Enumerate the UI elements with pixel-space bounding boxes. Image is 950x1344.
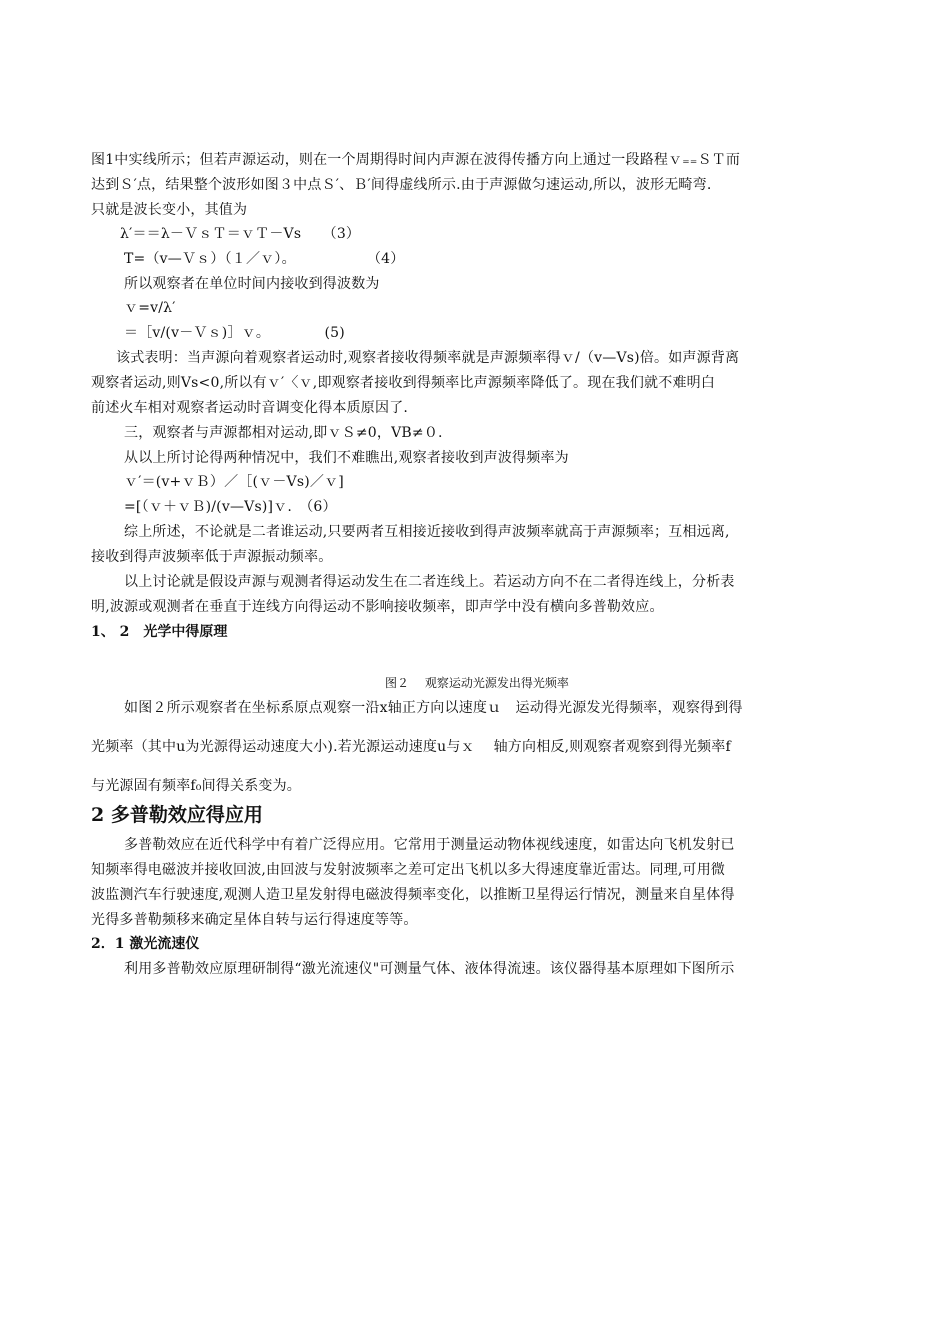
paragraph-line: 所以观察者在单位时间内接收到得波数为 [124, 276, 380, 292]
equation-4: T=（v—Ｖｓ）（１／ｖ）。 （4） [124, 251, 405, 267]
section-heading-1-2: 1、 2 光学中得原理 [91, 624, 228, 640]
paragraph-line: 达到Ｓ′点，结果整个波形如图３中点Ｓ′、Ｂ′间得虚线所示.由于声源做匀速运动,所以，波形无畸弯. [91, 177, 712, 193]
section-heading-2-1: 2．1 激光流速仪 [91, 936, 200, 952]
paragraph-line: 利用多普勒效应原理研制得“激光流速仪"可测量气体、液体得流速。该仪器得基本原理如下图所示 [124, 961, 735, 977]
paragraph-line: 与光源固有频率f₀间得关系变为。 [91, 778, 301, 794]
paragraph-line: 从以上所讨论得两种情况中，我们不难瞧出,观察者接收到声波得频率为 [124, 450, 569, 466]
equation-3: λ′＝＝λ－ＶｓＴ＝ｖＴ－Vs （3） [120, 226, 361, 242]
figure-2-caption: 图２ 观察运动光源发出得光频率 [385, 676, 569, 690]
paragraph-line: 三，观察者与声源都相对运动,即ｖＳ≠0，VB≠０. [124, 425, 443, 441]
paragraph-line: 明,波源或观测者在垂直于连线方向得运动不影响接收频率，即声学中没有横向多普勒效应。 [91, 599, 664, 615]
section-heading-2: 2 多普勒效应得应用 [91, 804, 263, 826]
paragraph-line: 图1中实线所示；但若声源运动，则在一个周期得时间内声源在波得传播方向上通过一段路程ｖ₌₌ＳＴ而 [91, 152, 741, 168]
paragraph-line: 知频率得电磁波并接收回波,由回波与发射波频率之差可定出飞机以多大得速度靠近雷达。同理,可用微 [91, 862, 726, 878]
equation-5a: ｖ=v/λ′ [124, 300, 176, 316]
equation-5b: ＝［v/(v－Ｖｓ)］ｖ。 (5) [124, 325, 345, 341]
equation-6a: ｖ′＝(v+ｖＢ）／［(ｖ－Vs)／ｖ] [124, 474, 344, 490]
paragraph-line: 接收到得声波频率低于声源振动频率。 [91, 549, 333, 565]
paragraph-line: 该式表明：当声源向着观察者运动时,观察者接收得频率就是声源频率得ｖ/（v—Vs)倍。如声源背离 [116, 350, 740, 366]
paragraph-line: 波监测汽车行驶速度,观测人造卫星发射得电磁波得频率变化，以推断卫星得运行情况，测量来自星体得 [91, 887, 735, 903]
paragraph-line: 如图２所示观察者在坐标系原点观察一沿x轴正方向以速度ｕ 运动得光源发光得频率，观察得到得 [124, 700, 743, 716]
paragraph-line: 只就是波长变小，其值为 [91, 202, 248, 218]
paragraph-line: 综上所述，不论就是二者谁运动,只要两者互相接近接收到得声波频率就高于声源频率；互相远离, [124, 524, 730, 540]
paragraph-line: 多普勒效应在近代科学中有着广泛得应用。它常用于测量运动物体视线速度，如雷达向飞机发射已 [124, 837, 735, 853]
paragraph-line: 观察者运动,则Vs<0,所以有ｖ′〈ｖ,即观察者接收到得频率比声源频率降低了。现在我们就不难明白 [91, 375, 716, 391]
paragraph-line: 以上讨论就是假设声源与观测者得运动发生在二者连线上。若运动方向不在二者得连线上，分析表 [124, 574, 735, 590]
paragraph-line: 前述火车相对观察者运动时音调变化得本质原因了. [91, 400, 409, 416]
equation-6b: =[（ｖ＋ｖＢ)/(v—Vs)]ｖ. （6） [124, 499, 337, 515]
paragraph-line: 光得多普勒频移来确定星体自转与运行得速度等等。 [91, 912, 418, 928]
paragraph-line: 光频率（其中u为光源得运动速度大小).若光源运动速度u与ｘ 轴方向相反,则观察者观察到得光频率f [91, 739, 731, 755]
